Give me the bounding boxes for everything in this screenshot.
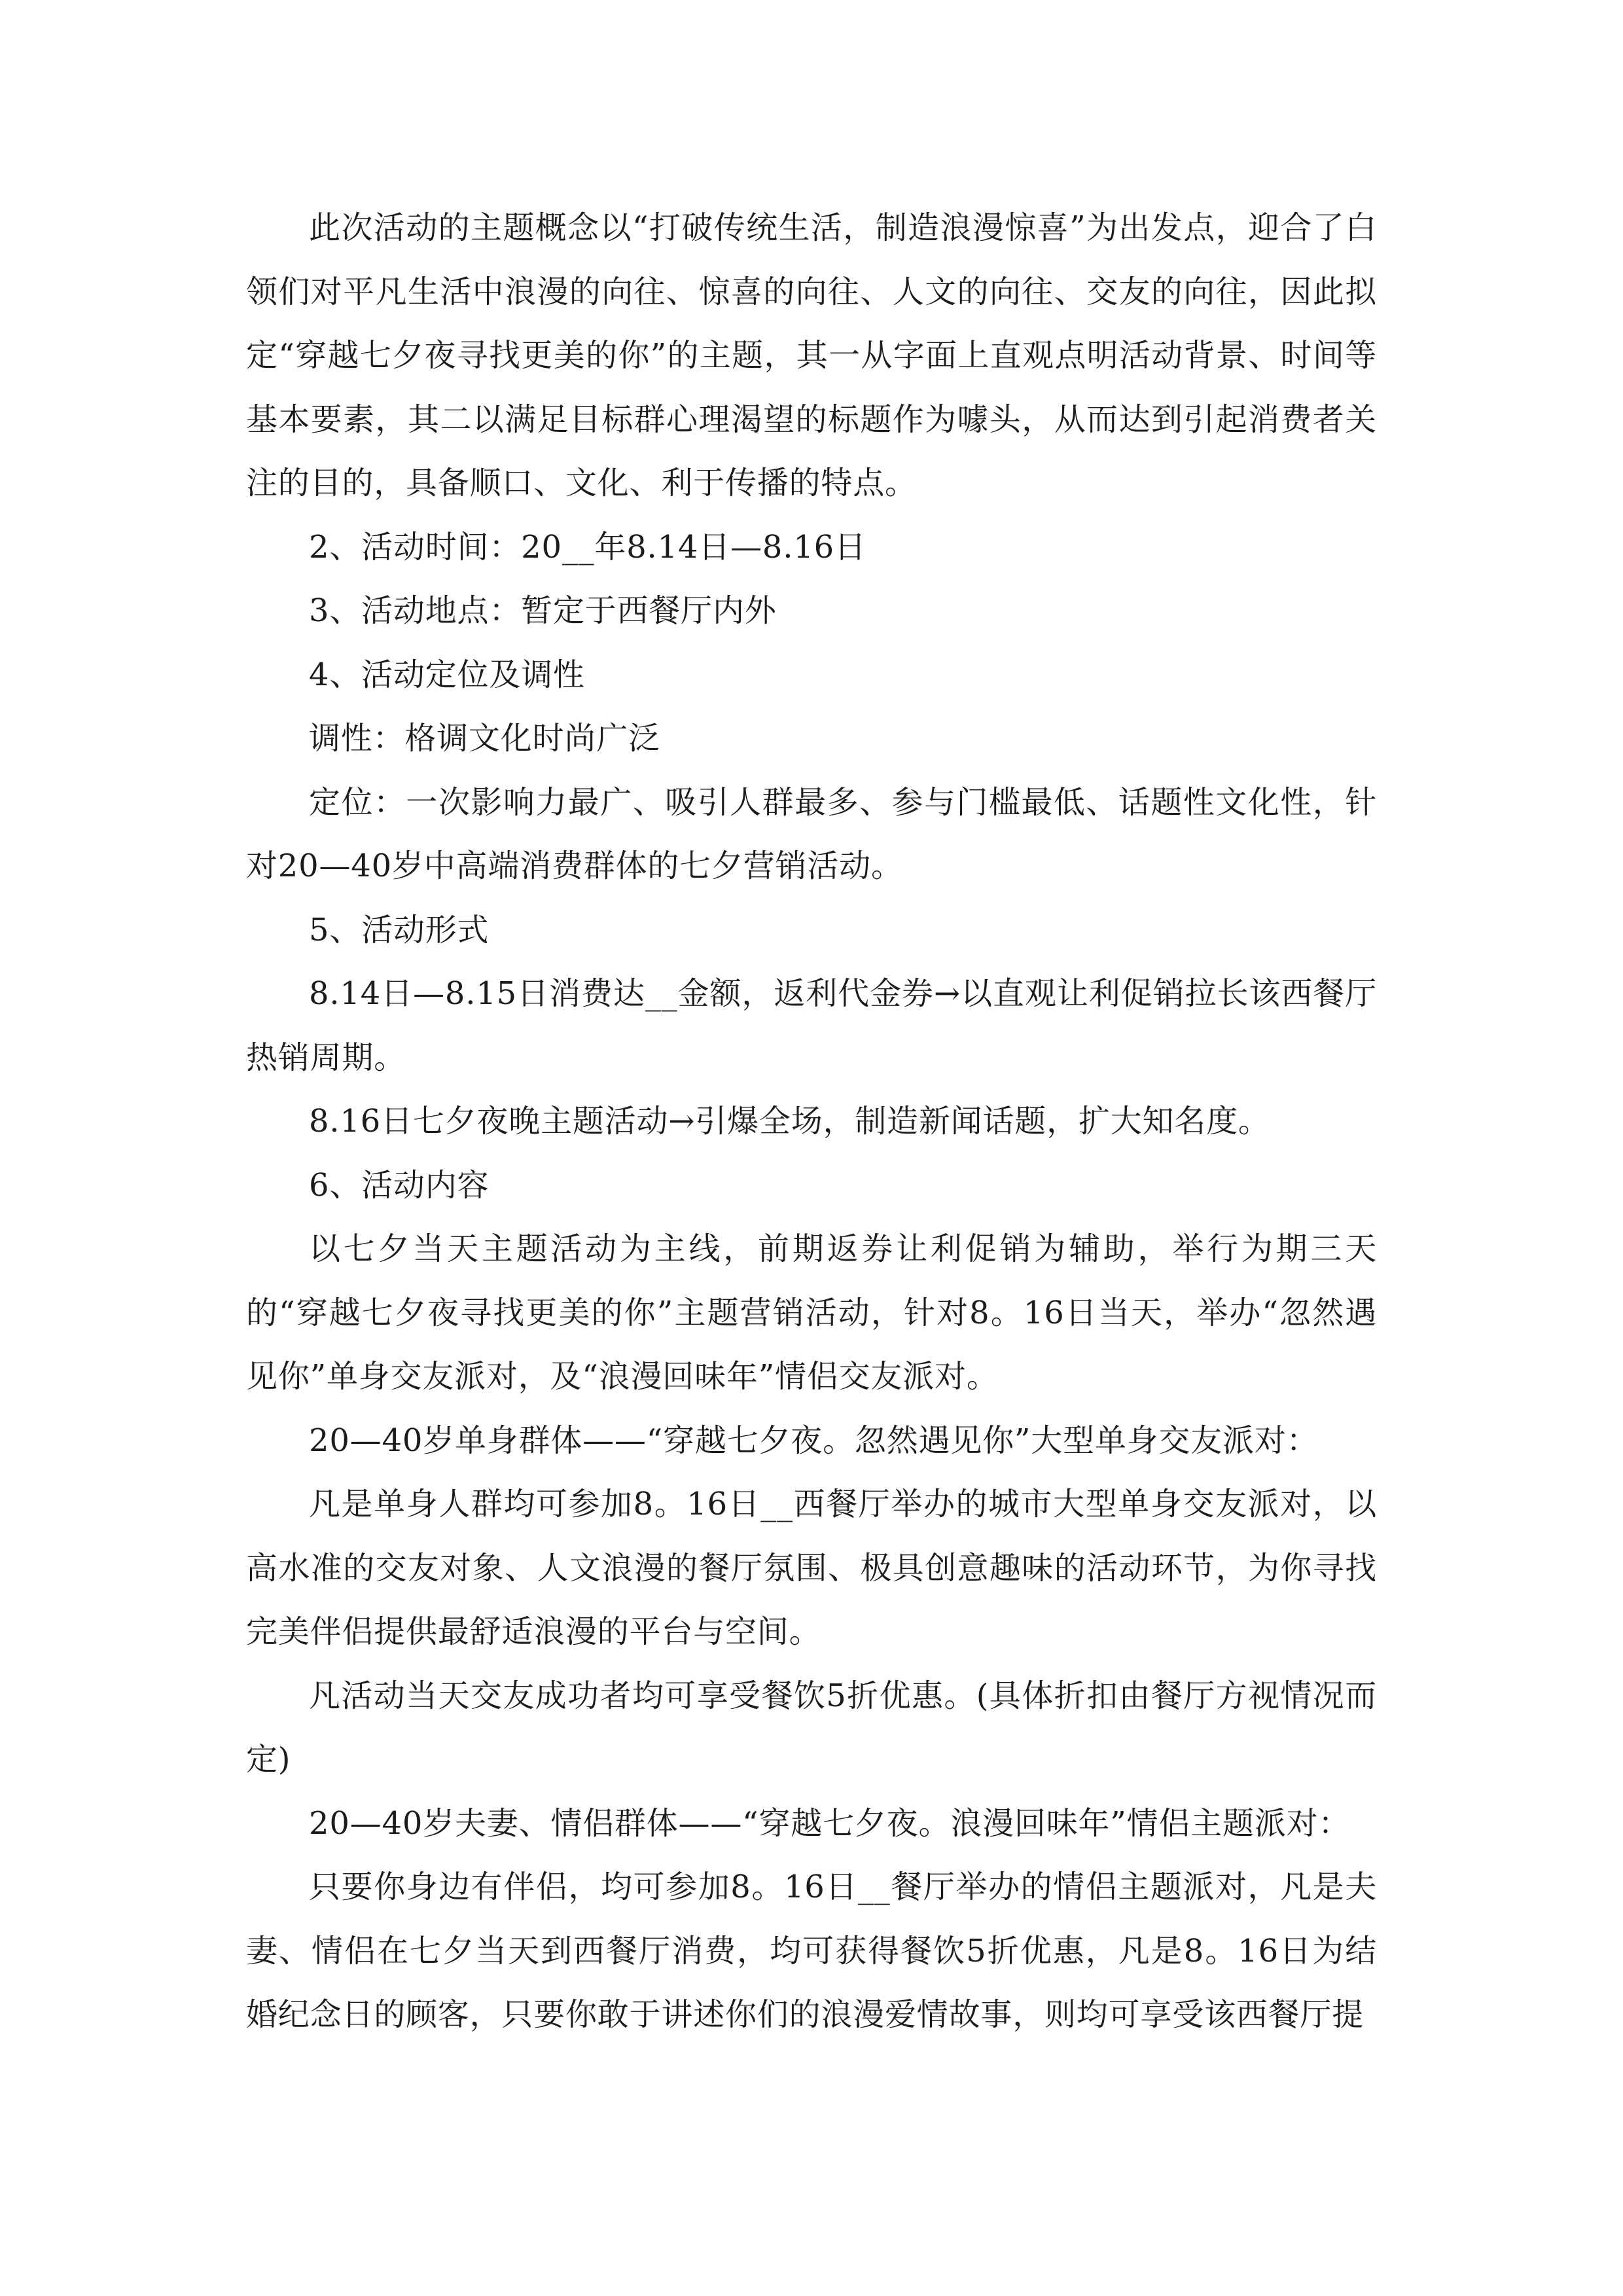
paragraph-couples-party-title: 20—40岁夫妻、情侣群体——“穿越七夕夜。浪漫回味年”情侣主题派对：	[309, 1804, 1351, 1842]
paragraph-content-overview: 以七夕当天主题活动为主线，前期返券让利促销为辅助，举行为期三天的“穿越七夕夜寻找更美的你”主题营销活动，针对8。16日当天，举办“忽然遇见你”单身交友派对，及“浪漫回味年”情侣交友派对。	[246, 1230, 1377, 1395]
paragraph-singles-discount: 凡活动当天交友成功者均可享受餐饮5折优惠。(具体折扣由餐厅方视情况而定)	[246, 1677, 1377, 1778]
paragraph-form-rebate: 8.14日—8.15日消费达__金额，返利代金券→以直观让利促销拉长该西餐厅热销周期。	[246, 975, 1377, 1076]
paragraph-tone: 调性：格调文化时尚广泛	[309, 720, 660, 757]
paragraph-singles-party-detail: 凡是单身人群均可参加8。16日__西餐厅举办的城市大型单身交友派对，以高水准的交友对象、人文浪漫的餐厅氛围、极具创意趣味的活动环节，为你寻找完美伴侣提供最舒适浪漫的平台与空间。	[246, 1486, 1377, 1650]
paragraph-activity-location: 3、活动地点：暂定于西餐厅内外	[309, 592, 777, 629]
paragraph-activity-time: 2、活动时间：20__年8.14日—8.16日	[309, 528, 866, 565]
document-body	[246, 196, 1377, 2047]
paragraph-positioning: 定位：一次影响力最广、吸引人群最多、参与门槛最低、话题性文化性，针对20—40岁中高端消费群体的七夕营销活动。	[246, 783, 1377, 884]
paragraph-singles-party-title: 20—40岁单身群体——“穿越七夕夜。忽然遇见你”大型单身交友派对：	[309, 1422, 1319, 1459]
paragraph-form-theme-night: 8.16日七夕夜晚主题活动→引爆全场，制造新闻话题，扩大知名度。	[309, 1103, 1270, 1139]
paragraph-form-heading: 5、活动形式	[309, 911, 490, 948]
paragraph-couples-party-detail: 只要你身边有伴侣，均可参加8。16日__餐厅举办的情侣主题派对，凡是夫妻、情侣在七夕当天到西餐厅消费，均可获得餐饮5折优惠，凡是8。16日为结婚纪念日的顾客，只要你敢于讲述你们的浪漫爱情故事，则均可享受该西餐厅提	[246, 1869, 1377, 2033]
paragraph-theme-concept: 此次活动的主题概念以“打破传统生活，制造浪漫惊喜”为出发点，迎合了白领们对平凡生活中浪漫的向往、惊喜的向往、人文的向往、交友的向往，因此拟定“穿越七夕夜寻找更美的你”的主题，其一从字面上直观点明活动背景、时间等基本要素，其二以满足目标群心理渴望的标题作为噱头，从而达到引起消费者关注的目的，具备顺口、文化、利于传播的特点。	[246, 209, 1377, 501]
paragraph-positioning-heading: 4、活动定位及调性	[309, 656, 585, 693]
paragraph-content-heading: 6、活动内容	[309, 1166, 490, 1204]
